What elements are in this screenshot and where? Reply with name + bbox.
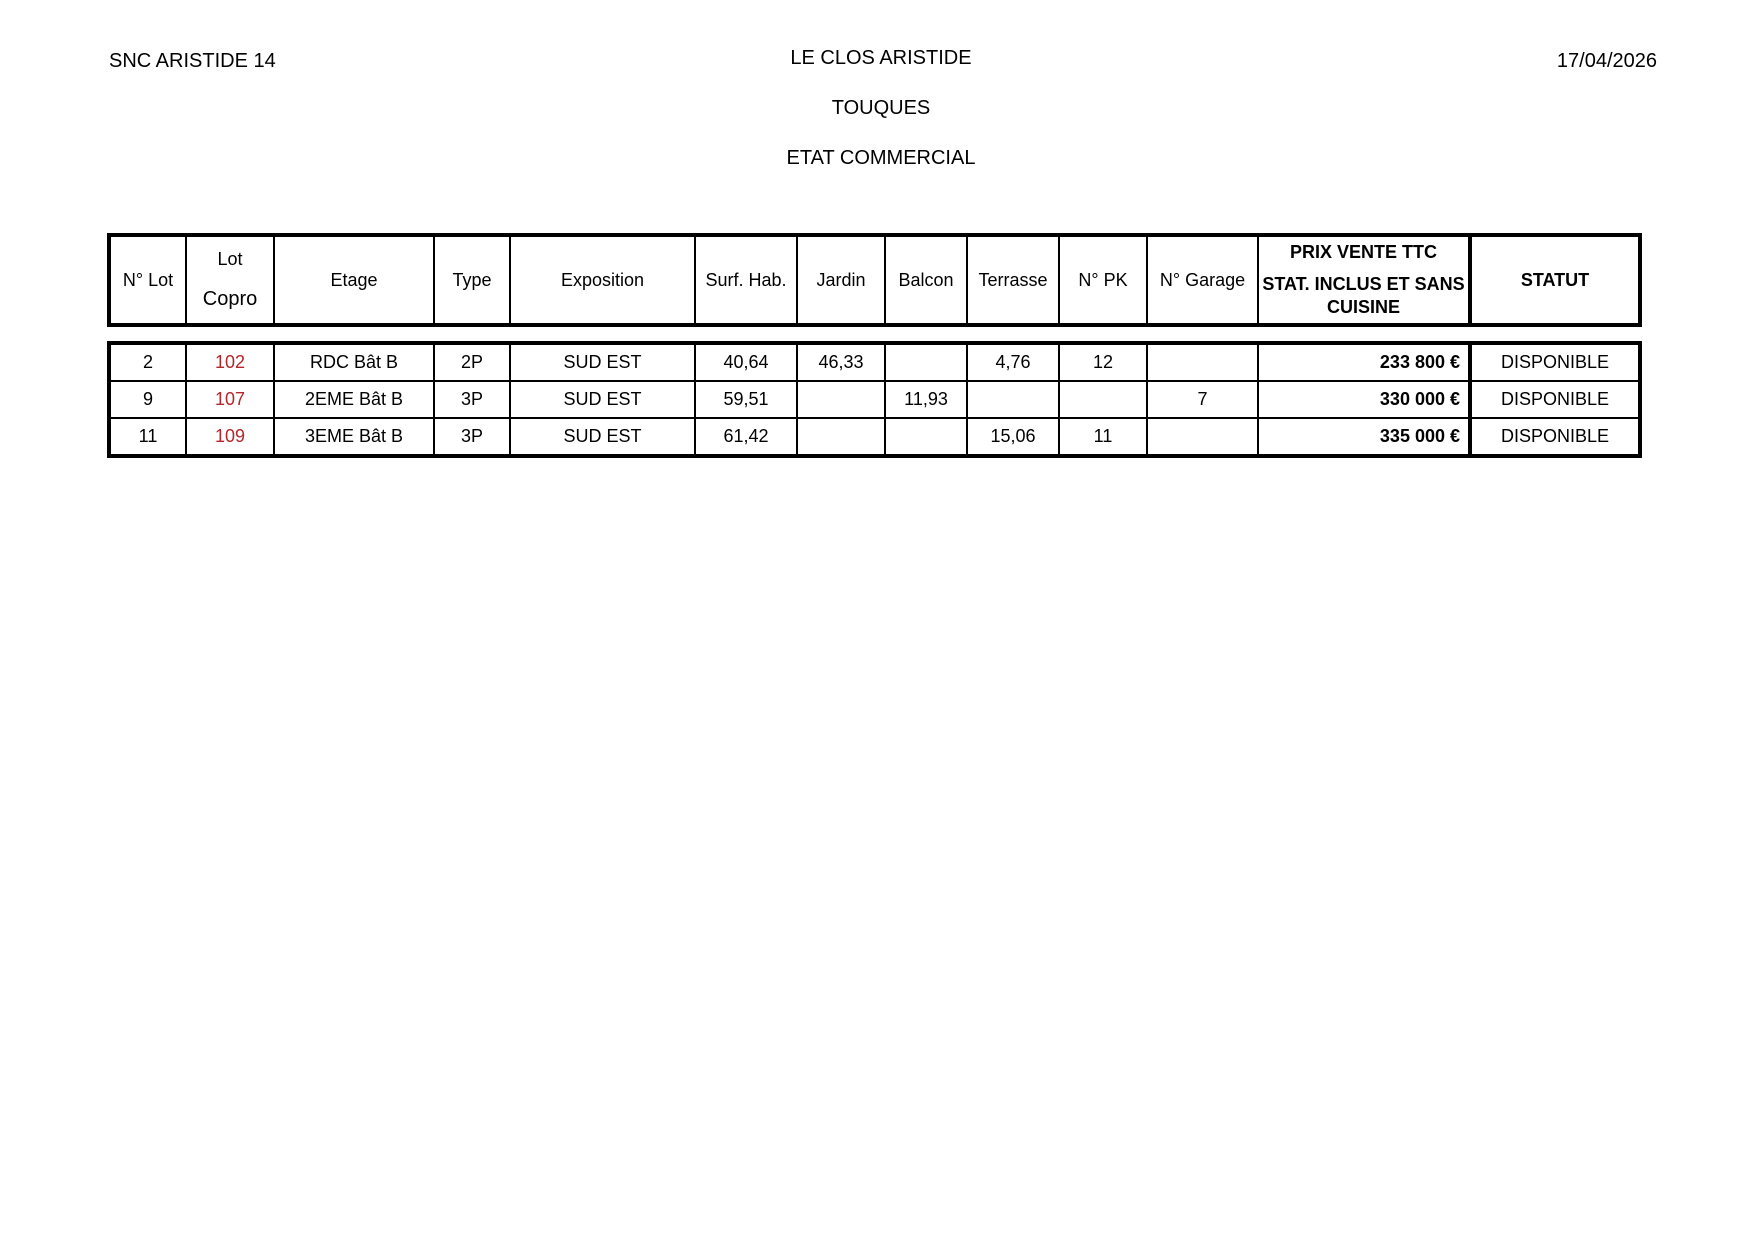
cell-n-lot: 11 — [109, 418, 186, 456]
cell-surf-hab: 61,42 — [695, 418, 797, 456]
col-header-terrasse: Terrasse — [967, 235, 1059, 325]
document-date: 17/04/2026 — [1556, 50, 1657, 72]
cell-etage: 2EME Bât B — [274, 381, 434, 418]
col-header-exposition: Exposition — [510, 235, 695, 325]
cell-surf-hab: 59,51 — [695, 381, 797, 418]
cell-exposition: SUD EST — [510, 381, 695, 418]
cell-terrasse: 15,06 — [967, 418, 1059, 456]
cell-n-lot: 2 — [109, 343, 186, 381]
cell-type: 2P — [434, 343, 510, 381]
cell-n-pk: 12 — [1059, 343, 1147, 381]
cell-statut: DISPONIBLE — [1470, 381, 1640, 418]
table-header — [107, 233, 1642, 327]
cell-type: 3P — [434, 418, 510, 456]
cell-balcon: 11,93 — [885, 381, 967, 418]
col-header-n-garage: N° Garage — [1147, 235, 1258, 325]
cell-statut: DISPONIBLE — [1470, 343, 1640, 381]
col-header-prix-line2: STAT. INCLUS ET SANS CUISINE — [1262, 274, 1465, 317]
col-header-prix-line1: PRIX VENTE TTC — [1289, 242, 1437, 262]
table-row — [109, 381, 1640, 418]
cell-prix: 233 800 € — [1258, 343, 1470, 381]
cell-prix: 330 000 € — [1258, 381, 1470, 418]
col-header-balcon: Balcon — [885, 235, 967, 325]
cell-jardin: 46,33 — [797, 343, 885, 381]
col-header-statut: STATUT — [1470, 235, 1640, 325]
col-header-lot-line1: Lot — [217, 249, 243, 269]
cell-lot-copro: 109 — [186, 418, 274, 456]
cell-lot-copro: 102 — [186, 343, 274, 381]
col-header-prix — [1258, 235, 1470, 325]
cell-prix: 335 000 € — [1258, 418, 1470, 456]
cell-terrasse: 4,76 — [967, 343, 1059, 381]
cell-type: 3P — [434, 381, 510, 418]
cell-n-garage — [1147, 343, 1258, 381]
city-name: TOUQUES — [831, 97, 931, 119]
cell-balcon — [885, 418, 967, 456]
cell-etage: 3EME Bât B — [274, 418, 434, 456]
cell-etage: RDC Bât B — [274, 343, 434, 381]
cell-surf-hab: 40,64 — [695, 343, 797, 381]
document-title: ETAT COMMERCIAL — [786, 147, 976, 169]
table-row — [109, 343, 1640, 381]
cell-n-garage: 7 — [1147, 381, 1258, 418]
cell-statut: DISPONIBLE — [1470, 418, 1640, 456]
cell-n-garage — [1147, 418, 1258, 456]
col-header-n-lot: N° Lot — [109, 235, 186, 325]
cell-exposition: SUD EST — [510, 343, 695, 381]
col-header-lot-copro — [186, 235, 274, 325]
table-row — [109, 418, 1640, 456]
col-header-etage: Etage — [274, 235, 434, 325]
cell-n-pk — [1059, 381, 1147, 418]
cell-n-pk: 11 — [1059, 418, 1147, 456]
col-header-lot-line2: Copro — [202, 288, 258, 310]
cell-exposition: SUD EST — [510, 418, 695, 456]
cell-balcon — [885, 343, 967, 381]
header-row — [109, 235, 1640, 325]
lots-table — [107, 341, 1642, 458]
cell-terrasse — [967, 381, 1059, 418]
cell-jardin — [797, 418, 885, 456]
cell-jardin — [797, 381, 885, 418]
col-header-jardin: Jardin — [797, 235, 885, 325]
cell-lot-copro: 107 — [186, 381, 274, 418]
cell-n-lot: 9 — [109, 381, 186, 418]
project-name: LE CLOS ARISTIDE — [790, 47, 972, 69]
col-header-surf-hab: Surf. Hab. — [695, 235, 797, 325]
col-header-type: Type — [434, 235, 510, 325]
company-name: SNC ARISTIDE 14 — [109, 50, 276, 72]
col-header-n-pk: N° PK — [1059, 235, 1147, 325]
